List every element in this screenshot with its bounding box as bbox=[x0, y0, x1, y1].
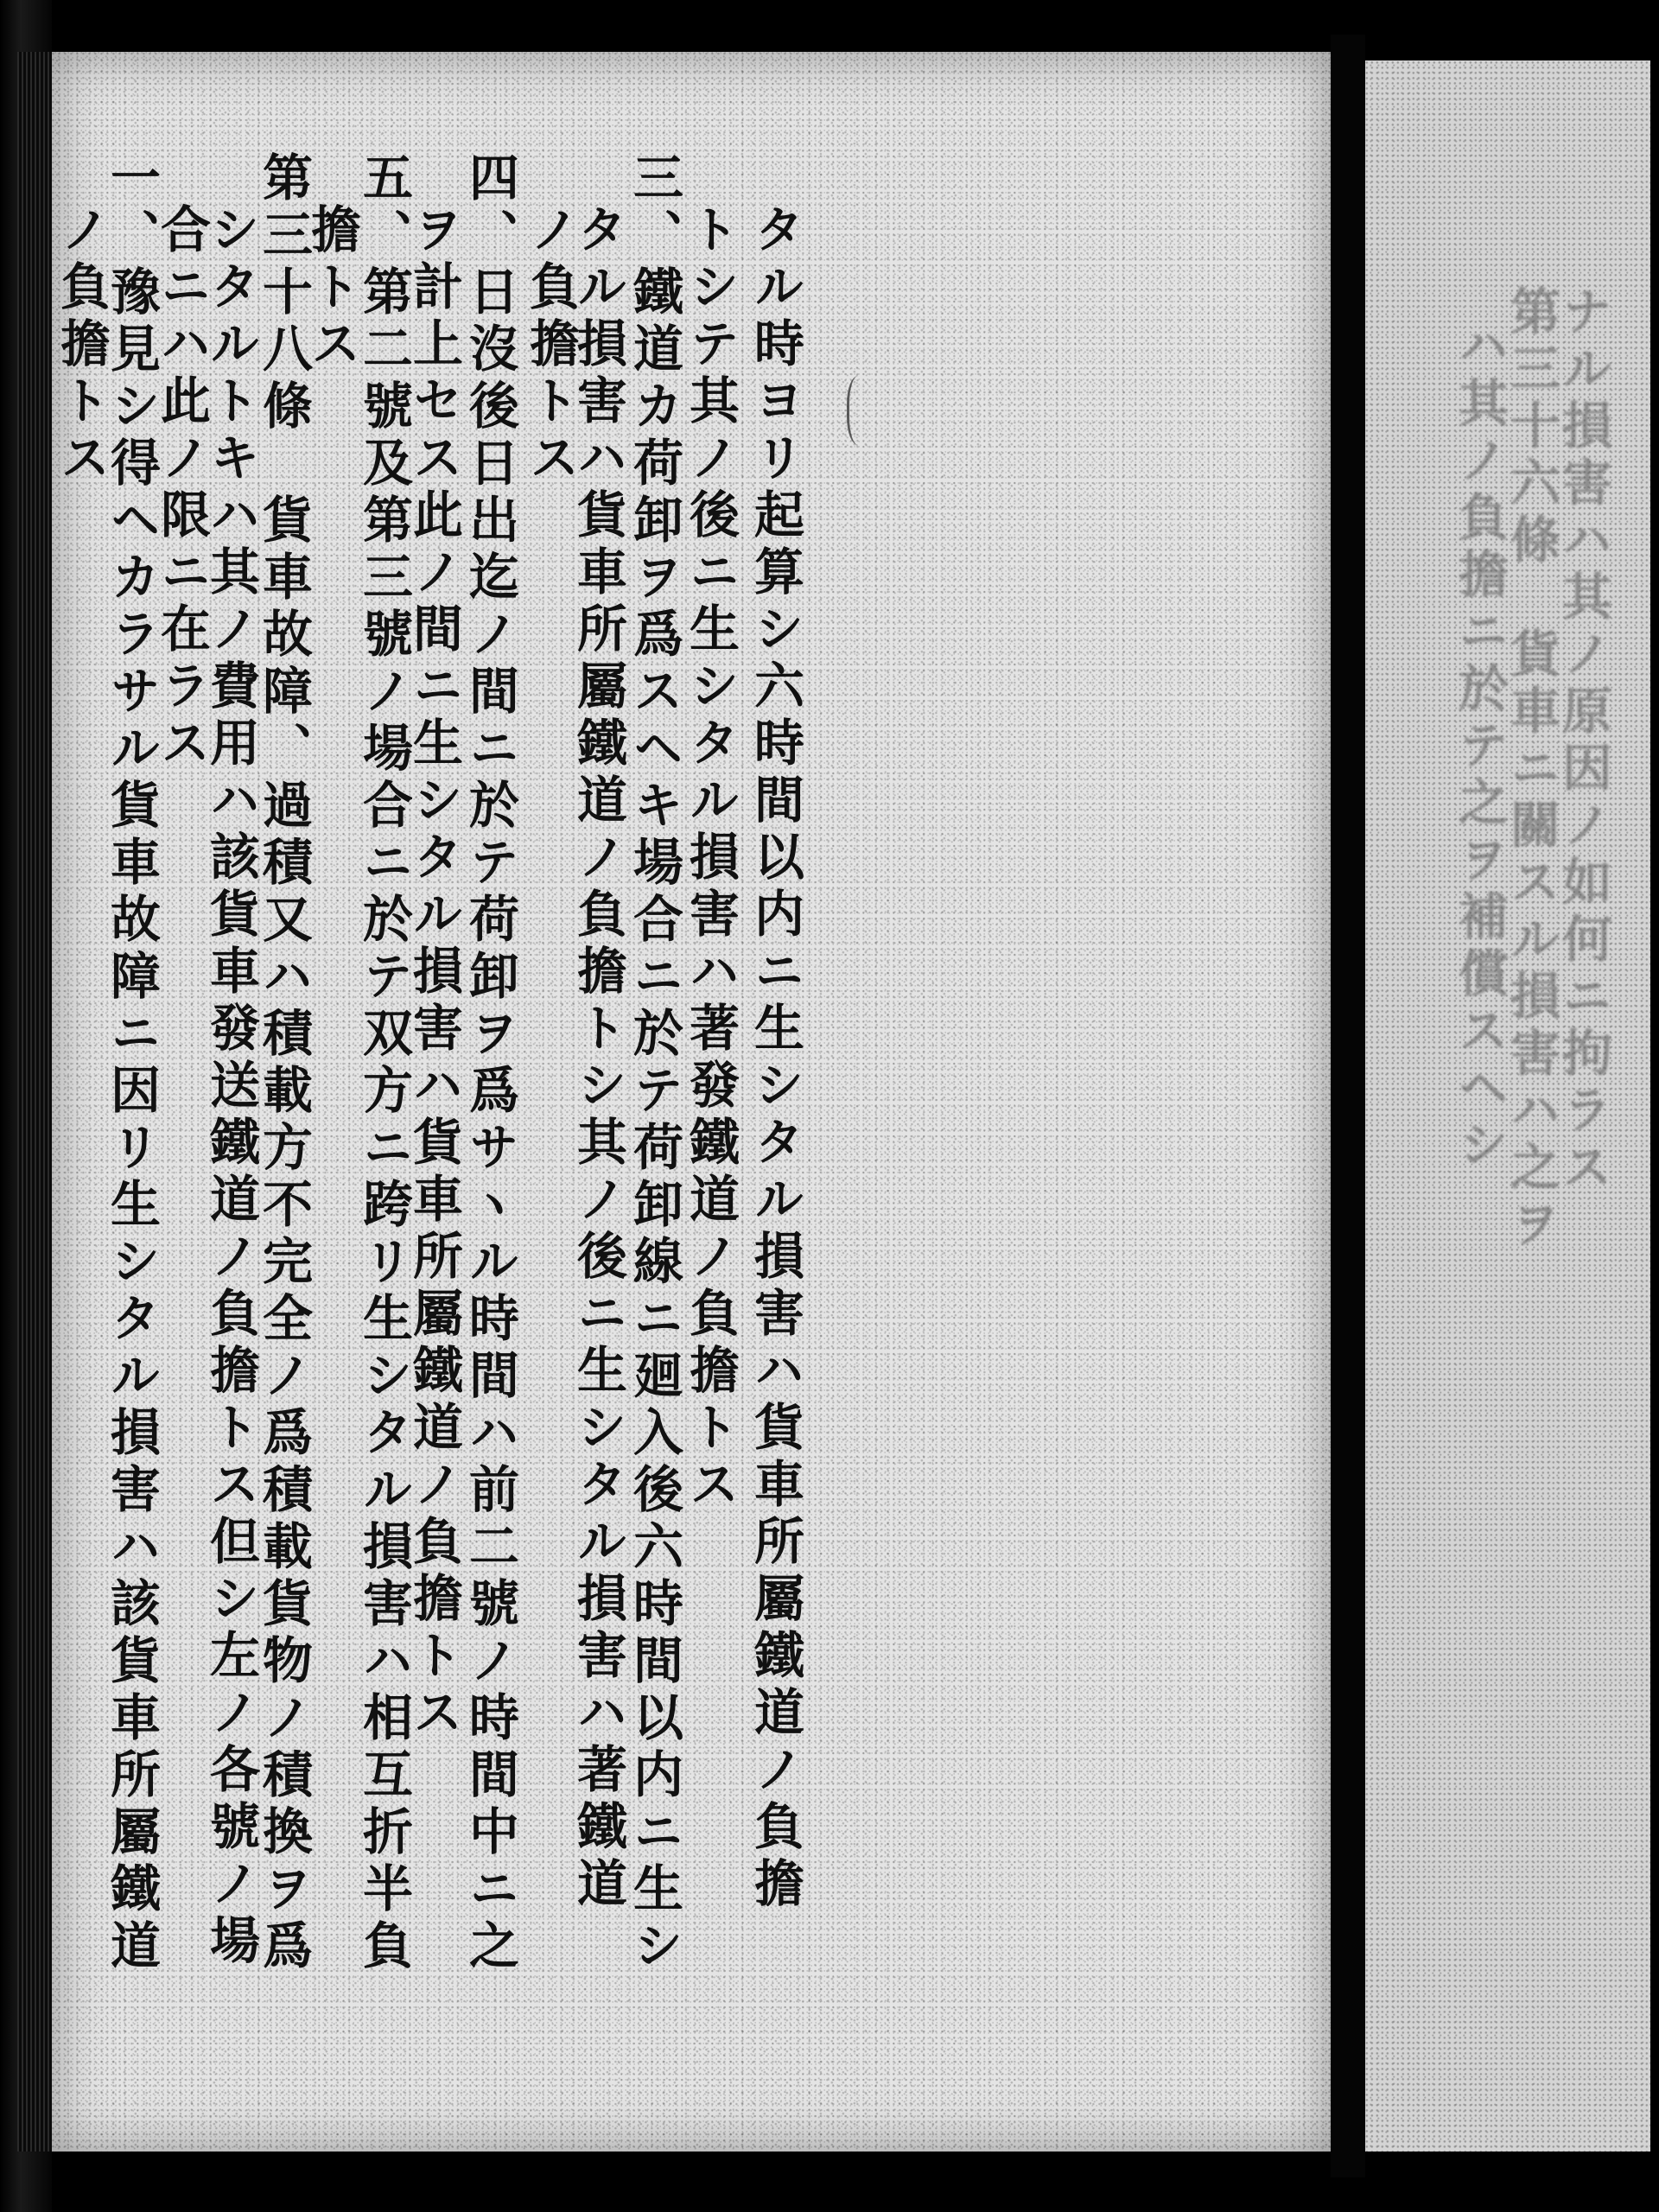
text-column-8: 五、第二號及第三號ノ場合ニ於テ双方ニ跨リ生シタル損害ハ相互折半負 bbox=[354, 151, 413, 1976]
facing-text-column-2: 第三十六條 貨車ニ關スル損害ハ之ヲ bbox=[1502, 285, 1560, 1255]
facing-text-column-3: ハ其ノ負擔ニ於テ之ヲ補償スヘシ bbox=[1450, 320, 1509, 1175]
text-column-2: トシテ其ノ後ニ生シタル損害ハ著發鐵道ノ負擔トス bbox=[681, 203, 740, 1515]
text-column-7: ヲ計上セス此ノ間ニ生シタル損害ハ貨車所屬鐵道ノ負擔トス bbox=[404, 203, 463, 1743]
text-column-10: 第三十八條 貨車故障、過積又ハ積載方不完全ノ爲積載貨物ノ積換ヲ爲 bbox=[254, 151, 313, 1976]
text-column-11: シタルトキハ其ノ費用ハ該貨車發送鐵道ノ負擔トス但シ左ノ各號ノ場 bbox=[201, 203, 260, 1971]
text-column-1: タル時ヨリ起算シ六時間以内ニ生シタル損害ハ貨車所屬鐵道ノ負擔 bbox=[746, 203, 804, 1914]
text-column-6: 四、日沒後日出迄ノ間ニ於テ荷卸ヲ爲サヽル時間ハ前二號ノ時間中ニ之 bbox=[461, 151, 519, 1976]
text-column-9: 擔トス bbox=[302, 203, 361, 374]
text-column-13: 一、豫見シ得ヘカラサル貨車故障ニ因リ生シタル損害ハ該貨車所屬鐵道 bbox=[102, 151, 161, 1976]
facing-page bbox=[1365, 60, 1650, 2152]
text-column-4: タル損害ハ貨車所屬鐵道ノ負擔トシ其ノ後ニ生シタル損害ハ著鐵道 bbox=[569, 203, 627, 1914]
book-gutter bbox=[1331, 35, 1365, 2177]
text-column-3: 三、鐵道カ荷卸ヲ爲スヘキ場合ニ於テ荷卸線ニ廻入後六時間以内ニ生シ bbox=[625, 151, 683, 1976]
facing-text-column-1: ナル損害ハ其ノ原因ノ如何ニ拘ラス bbox=[1554, 285, 1612, 1198]
pencil-mark bbox=[847, 376, 875, 445]
text-column-14: ノ負擔トス bbox=[52, 203, 111, 488]
text-column-5: ノ負擔トス bbox=[521, 203, 580, 488]
main-page bbox=[52, 52, 1331, 2152]
text-column-12: 合ニハ此ノ限ニ在ラス bbox=[152, 203, 211, 773]
